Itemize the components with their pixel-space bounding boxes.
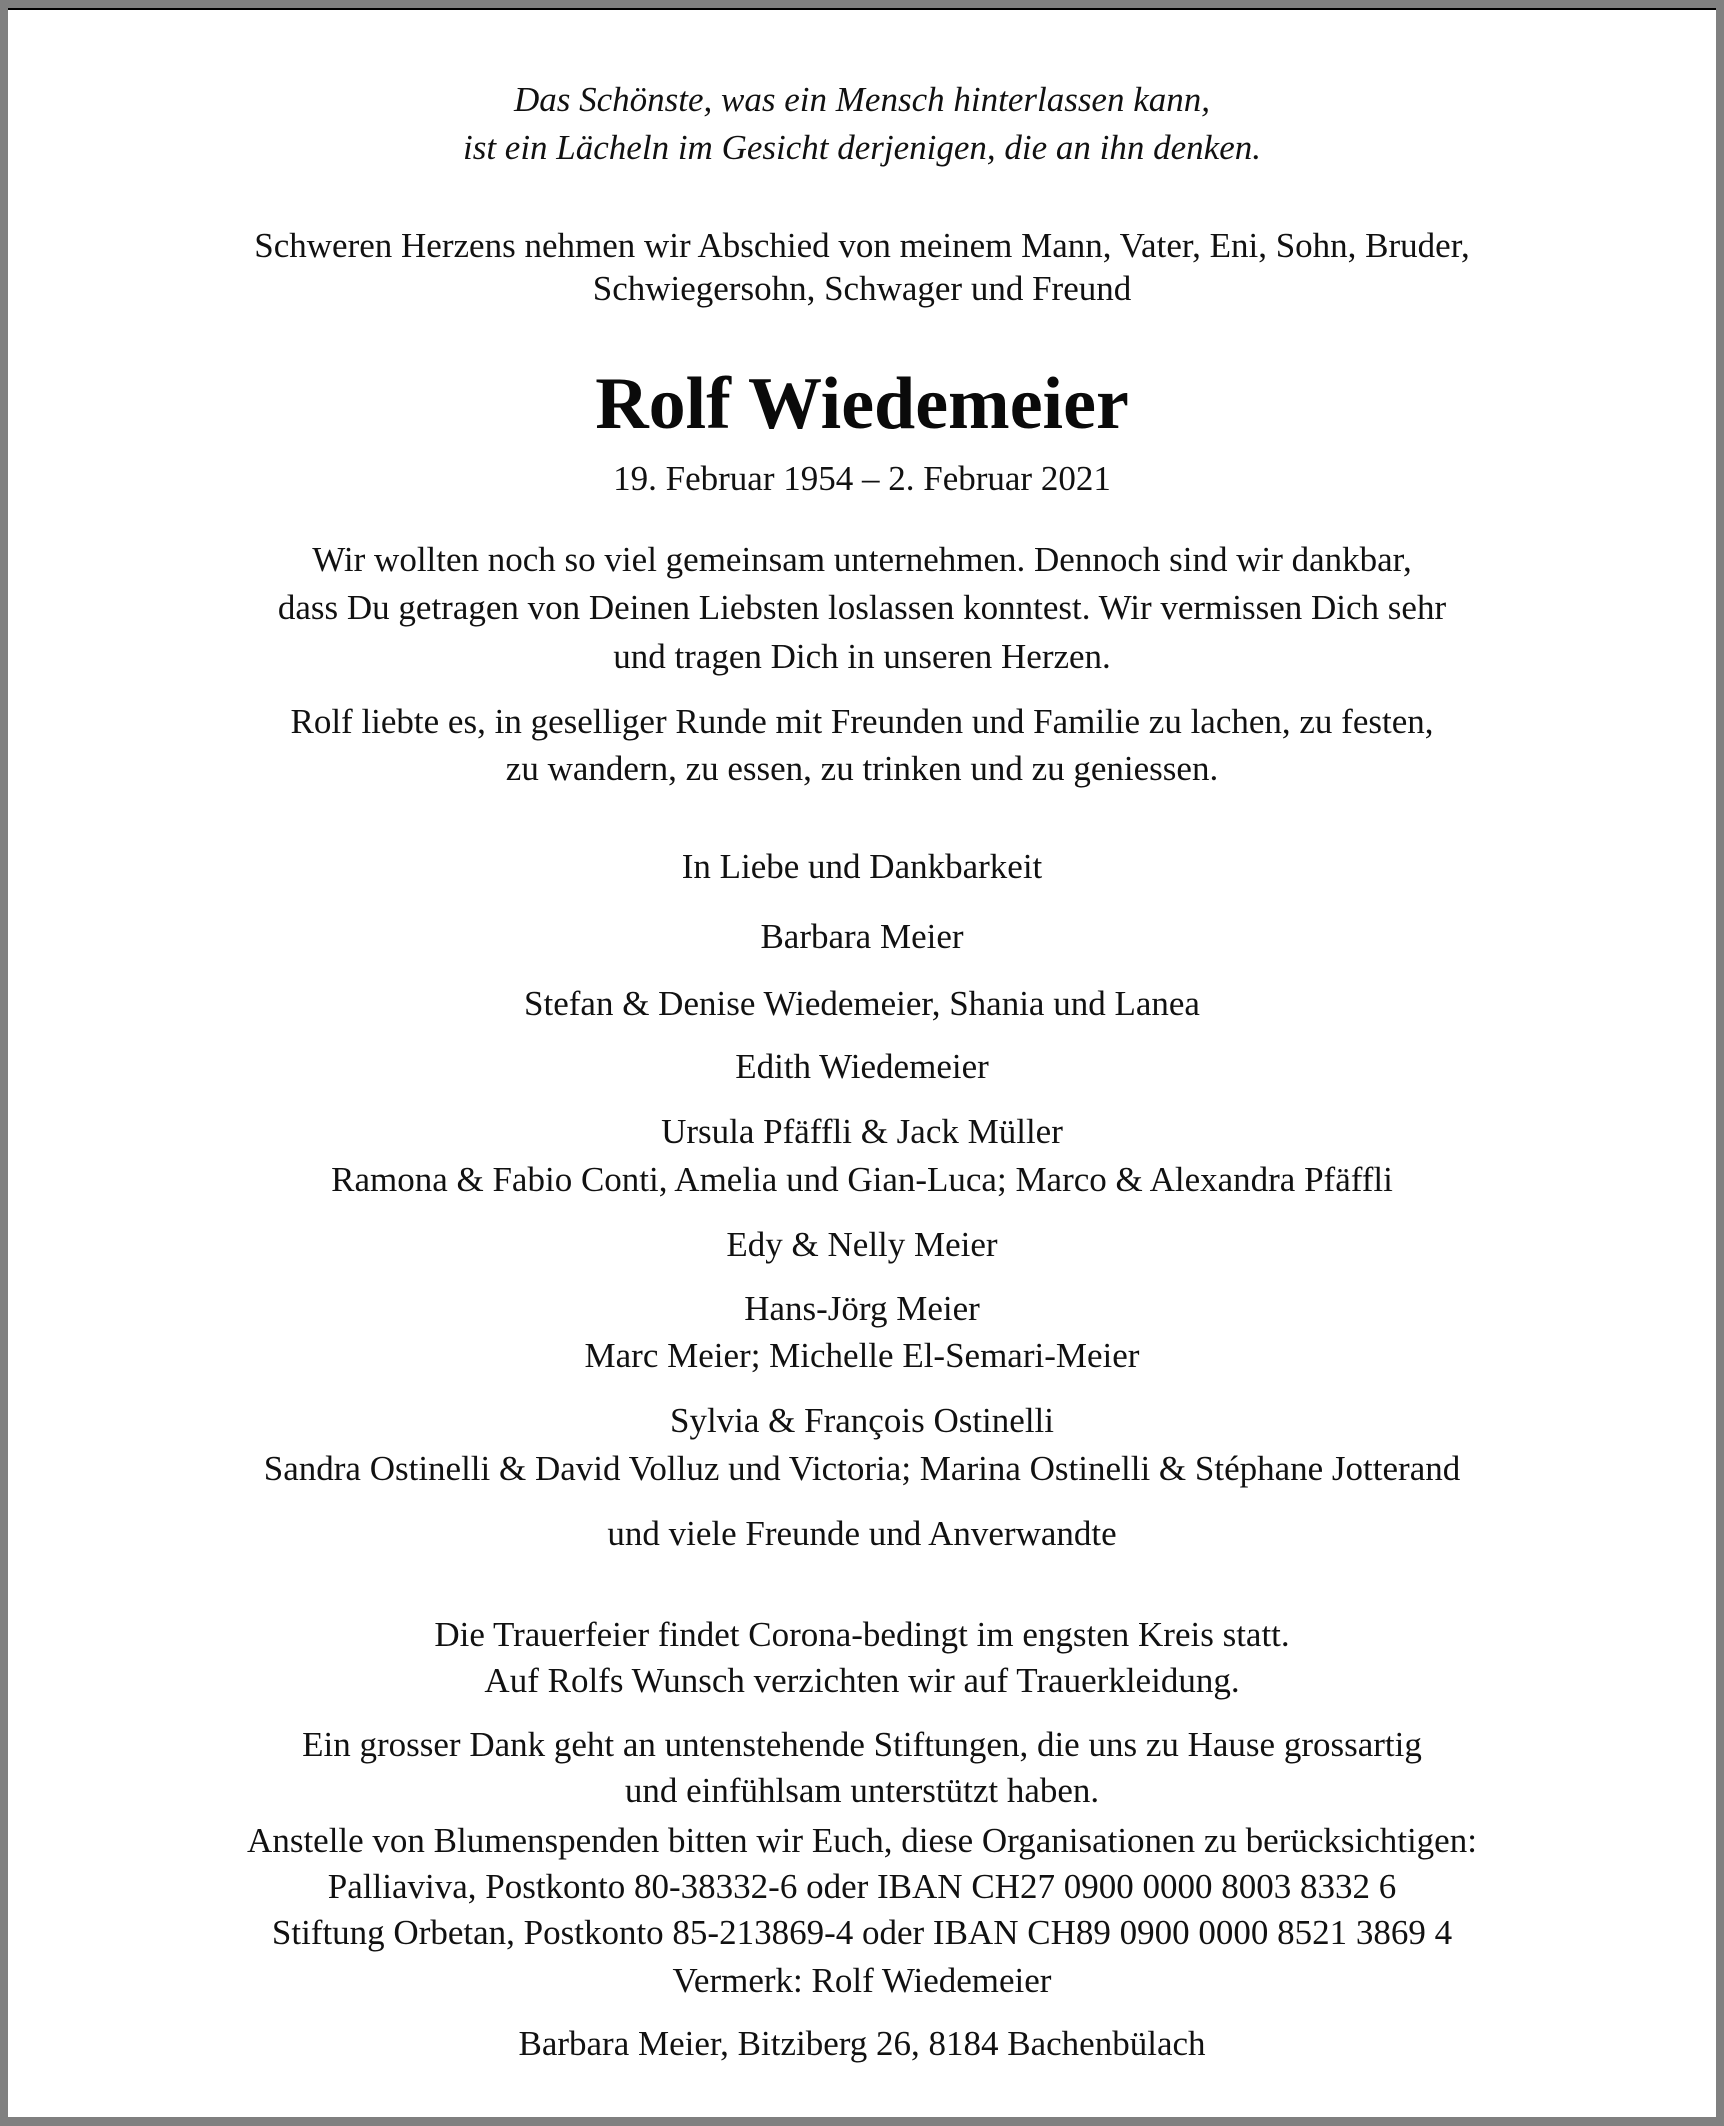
mourner-line: Stefan & Denise Wiedemeier, Shania und Lanea <box>524 984 1200 1023</box>
contact-address: Barbara Meier, Bitziberg 26, 8184 Bachenbülach <box>518 2024 1206 2063</box>
tribute-line: zu wandern, zu essen, zu trinken und zu geniessen. <box>505 749 1219 788</box>
ceremony-line: Die Trauerfeier findet Corona-bedingt im engsten Kreis statt. <box>434 1615 1290 1654</box>
intro-line: Schwiegersohn, Schwager und Freund <box>592 269 1132 308</box>
mourner-line: Sandra Ostinelli & David Volluz und Victoria; Marina Ostinelli & Stéphane Jotterand <box>263 1449 1461 1488</box>
life-dates: 19. Februar 1954 – 2. Februar 2021 <box>613 459 1111 498</box>
donation-line: Stiftung Orbetan, Postkonto 85-213869-4 oder IBAN CH89 0900 0000 8521 3869 4 <box>271 1913 1453 1952</box>
obituary-notice <box>8 8 1716 2117</box>
mourner-line: Barbara Meier <box>760 917 964 956</box>
tribute-line: Wir wollten noch so viel gemeinsam unternehmen. Dennoch sind wir dankbar, <box>312 540 1412 579</box>
donation-line: Ein grosser Dank geht an untenstehende Stiftungen, die uns zu Hause grossartig <box>302 1725 1422 1764</box>
mourner-line: und viele Freunde und Anverwandte <box>607 1514 1117 1553</box>
mourner-line: Edith Wiedemeier <box>735 1047 989 1086</box>
mourner-line: Hans-Jörg Meier <box>744 1289 980 1328</box>
mourner-line: Ursula Pfäffli & Jack Müller <box>661 1112 1063 1151</box>
quote-line: ist ein Lächeln im Gesicht derjenigen, die an ihn denken. <box>462 128 1261 167</box>
tribute-line: Rolf liebte es, in geselliger Runde mit Freunden und Familie zu lachen, zu festen, <box>290 702 1434 741</box>
deceased-name: Rolf Wiedemeier <box>595 363 1129 445</box>
tribute-line: und tragen Dich in unseren Herzen. <box>613 637 1111 676</box>
ceremony-line: Auf Rolfs Wunsch verzichten wir auf Trauerkleidung. <box>484 1661 1240 1700</box>
donation-line: Anstelle von Blumenspenden bitten wir Euch, diese Organisationen zu berücksichtigen: <box>247 1821 1477 1860</box>
tribute-line: dass Du getragen von Deinen Liebsten loslassen konntest. Wir vermissen Dich sehr <box>277 588 1447 627</box>
mourner-line: Marc Meier; Michelle El-Semari-Meier <box>584 1336 1140 1375</box>
quote-line: Das Schönste, was ein Mensch hinterlassen kann, <box>513 80 1211 119</box>
mourners-heading: In Liebe und Dankbarkeit <box>681 847 1043 886</box>
donation-line: und einfühlsam unterstützt haben. <box>624 1771 1100 1810</box>
mourner-line: Sylvia & François Ostinelli <box>669 1401 1054 1440</box>
donation-line: Vermerk: Rolf Wiedemeier <box>672 1961 1052 2000</box>
mourner-line: Edy & Nelly Meier <box>726 1225 998 1264</box>
intro-line: Schweren Herzens nehmen wir Abschied von meinem Mann, Vater, Eni, Sohn, Bruder, <box>254 226 1470 265</box>
donation-line: Palliaviva, Postkonto 80-38332-6 oder IBAN CH27 0900 0000 8003 8332 6 <box>327 1867 1397 1906</box>
mourner-line: Ramona & Fabio Conti, Amelia und Gian-Luca; Marco & Alexandra Pfäffli <box>331 1160 1393 1199</box>
